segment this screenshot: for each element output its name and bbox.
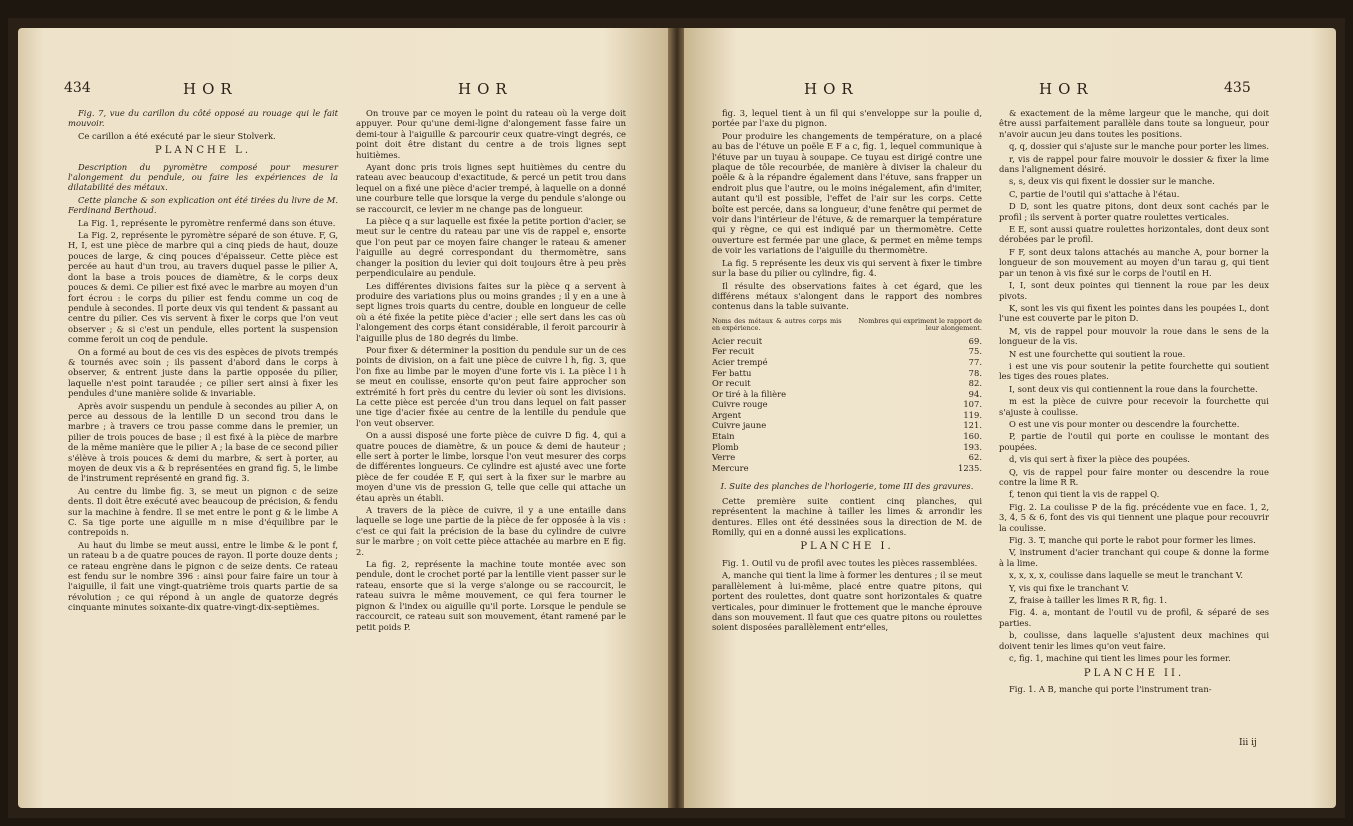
table-row xyxy=(712,442,982,453)
material-name: Mercure xyxy=(712,462,749,473)
paragraph: Pour fixer & déterminer la position du pendule sur un de ces points de division, on a fait une pièce de cuivre l h, fig. 3, que l'on fixe au limbe par le moyen d'une forte vis i. La pièce l i h se meut en coulisse, ensorte qu'on peut faire approcher son extrémité h fort près du centre du levier où sont les divisions. La cette pièce est percée d'un trou dans lequel on fait passer une tige d'acier fixée au centre de la lentille du pendule que l'on veut observer. xyxy=(356,344,626,428)
table-row xyxy=(712,431,982,442)
table-header-left: Noms des métaux & autres corps mis en expérience. xyxy=(712,316,842,332)
paragraph: PLANCHE L. xyxy=(154,145,251,157)
running-header-left-1: HOR xyxy=(183,80,238,98)
paragraph: Fig. 2. La coulisse P de la fig. précédente vue en face. 1, 2, 3, 4, 5 & 6, font des vis qui tiennent une plaque pour recouvrir la coulisse. xyxy=(999,501,1269,533)
expansion-value: 62. xyxy=(968,452,982,463)
paragraph: PLANCHE II. xyxy=(1083,667,1185,679)
paragraph: Ayant donc pris trois lignes sept huitièmes du centre du rateau avec beaucoup d'exactitude, & percé un petit trou dans lequel on a fixé une pièce d'acier trempé, à laquelle on a donné une courbure telle que lorsque la verge du pendule s'alonge ou se raccourcit, ce levier m ne change pas de longueur. xyxy=(356,162,626,214)
running-header-left-2: HOR xyxy=(458,80,513,98)
expansion-value: 69. xyxy=(968,335,982,346)
table-row xyxy=(712,420,982,431)
paragraph: A, manche qui tient la lime à former les dentures ; il se meut parallèlement à lui-même, placé entre quatre pitons, qui portent des roulettes, dont quatre sont horizontales & quatre verticales, pour diminuer le frottement que le manche éprouve dans son mouvement. Il faut que ces quatre pitons ou roulettes soient disposées parallèlement entr'elles, xyxy=(712,570,982,633)
paragraph: On a aussi disposé une forte pièce de cuivre D fig. 4, qui a quatre pouces de diamètre, & un pouce & demi de hauteur ; elle sert à porter le limbe, lorsque l'on veut mesurer des corps de différentes longueurs. Ce cylindre est ajusté avec une forte pièce de fer coudée E F, qui sert à la fixer sur le marbre au moyen d'une vis de pression G, telle que celle qui attache un étau après un établi. xyxy=(356,430,626,503)
paragraph: Cette planche & son explication ont été tirées du livre de M. Ferdinand Berthoud. xyxy=(68,194,338,216)
paragraph: i est une vis pour soutenir la petite fourchette qui soutient les tiges des roues plates. xyxy=(999,360,1269,382)
paragraph: d, vis qui sert à fixer la pièce des poupées. xyxy=(1009,454,1190,465)
left-column-2 xyxy=(356,108,626,634)
paragraph: Y, vis qui fixe le tranchant V. xyxy=(1009,582,1129,593)
paragraph: O est une vis pour monter ou descendre la fourchette. xyxy=(1009,418,1240,429)
paragraph: K, sont les vis qui fixent les pointes dans les poupées L, dont l'une est couverte par le piton D. xyxy=(999,302,1269,324)
paragraph: N est une fourchette qui soutient la roue. xyxy=(1009,348,1186,359)
material-name: Fer battu xyxy=(712,367,752,378)
paragraph: PLANCHE I. xyxy=(800,541,894,553)
paragraph: C, partie de l'outil qui s'attache à l'étau. xyxy=(1009,188,1180,199)
paragraph: V, instrument d'acier tranchant qui coupe & donne la forme à la lime. xyxy=(999,547,1269,568)
material-name: Cuivre jaune xyxy=(712,420,767,431)
paragraph: Fig. 1. A B, manche qui porte l'instrument tran- xyxy=(1009,683,1212,694)
paragraph: La fig. 5 représente les deux vis qui servent à fixer le timbre sur la base du pilier ou cylindre, fig. 4. xyxy=(712,257,982,279)
paragraph: x, x, x, x, coulisse dans laquelle se meut le tranchant V. xyxy=(1009,570,1243,581)
paragraph: I. Suite des planches de l'horlogerie, tome III des gravures. xyxy=(720,481,974,492)
paragraph: I, I, sont deux pointes qui tiennent la roue par les deux pivots. xyxy=(999,280,1269,301)
material-name: Or recuit xyxy=(712,378,751,389)
right-column-2 xyxy=(999,108,1269,696)
expansion-value: 1235. xyxy=(958,462,982,473)
expansion-value: 78. xyxy=(968,367,982,378)
expansion-value: 121. xyxy=(963,420,982,431)
paragraph: Fig. 3. T, manche qui porte le rabot pour former les limes. xyxy=(1009,535,1256,546)
page-number-right: 435 xyxy=(1224,80,1251,96)
table-row xyxy=(712,389,982,400)
paragraph: Q, vis de rappel pour faire monter ou descendre la roue contre la lime R R. xyxy=(999,466,1269,487)
right-page xyxy=(684,28,1336,808)
material-name: Fer recuit xyxy=(712,346,755,357)
left-page xyxy=(18,28,670,808)
paragraph: P, partie de l'outil qui porte en coulisse le montant des poupées. xyxy=(999,431,1269,452)
material-name: Plomb xyxy=(712,441,739,452)
expansion-value: 77. xyxy=(968,356,982,367)
expansion-value: 107. xyxy=(963,399,982,410)
material-name: Or tiré à la filière xyxy=(712,388,787,399)
expansion-table xyxy=(712,336,982,474)
paragraph: b, coulisse, dans laquelle s'ajustent deux machines qui doivent tenir les limes qu'on veut faire. xyxy=(999,630,1269,651)
paragraph: La Fig. 1, représente le pyromètre renfermé dans son étuve. xyxy=(78,217,336,228)
right-column-1 xyxy=(712,108,982,635)
paragraph: La pièce q a sur laquelle est fixée la petite portion d'acier, se meut sur le centre du rateau par une vis de rappel e, ensorte que l'on peut par ce moyen faire changer le rateau & amener l'aiguille au degré correspondant du thermomètre, sans changer la position du levier qui doit toujours être à peu près perpendiculaire au pendule. xyxy=(356,216,626,279)
paragraph: Fig. 1. Outil vu de profil avec toutes les pièces rassemblées. xyxy=(722,557,978,568)
paragraph: Après avoir suspendu un pendule à secondes au pilier A, on perce au dessous de la lentille D un second trou dans le marbre ; à travers ce trou passe comme dans le premier, un pilier de trois pouces de base ; il est fixé à la pièce de marbre de la même manière que le pilier A ; la base de ce second pilier s'élève à trois pouces & demi du marbre, & sert à porter, au moyen de deux vis a & b représentées en grand fig. 5, le limbe de l'instrument représenté en grand fig. 3. xyxy=(68,400,338,484)
expansion-value: 82. xyxy=(968,378,982,389)
paragraph: M, vis de rappel pour mouvoir la roue dans le sens de la longueur de la vis. xyxy=(999,325,1269,347)
paragraph: c, fig. 1, machine qui tient les limes pour les former. xyxy=(1009,653,1231,664)
paragraph: Au haut du limbe se meut aussi, entre le limbe & le pont f, un rateau b a de quatre pouces de rayon. Il porte douze dents ; ce rateau engrène dans le pignon c de seize dents. Ce rateau est fendu sur le nombre 396 : ainsi pour faire faire un tour à l'aiguille, il fait une vingt-quatrième trois quarts partie de sa révolution ; ce qui répond à un angle de quatorze degrés cinquante minutes soixante-dix quatre-vingt-dix-septièmes. xyxy=(68,539,338,613)
table-row xyxy=(712,346,982,357)
paragraph: On a formé au bout de ces vis des espèces de pivots trempés & tournés avec soin ; ils passent d'abord dans le corps à observer, & entrent juste dans la partie opposée du pilier, laquelle n'est point taraudée ; ce pilier sert ainsi à fixer les pendules d'une manière solide & invariable. xyxy=(68,346,338,399)
paragraph: On trouve par ce moyen le point du rateau où la verge doit appuyer. Pour qu'une demi-ligne d'alongement fasse faire un demi-tour à l'aiguille & parcourir ceux quatre-vingt degrés, ce point doit être distant du centre a de trois lignes sept huitièmes. xyxy=(356,108,626,160)
expansion-value: 119. xyxy=(963,409,982,420)
paragraph: F F, sont deux talons attachés au manche A, pour borner la longueur de son mouvement au moyen d'un tarau g, qui tient par un tenon à vis fixé sur le corps de l'outil en H. xyxy=(999,246,1269,278)
paragraph: Z, fraise à tailler les limes R R, fig. 1. xyxy=(1009,595,1168,606)
paragraph: Au centre du limbe fig. 3, se meut un pignon c de seize dents. Il doit être exécuté avec beaucoup de précision, & fendu sur la machine à fendre. Il se met entre le pont g & le limbe A C. Sa tige porte une aiguille m n mise d'équilibre par le contrepoids n. xyxy=(68,485,338,538)
table-header-right: Nombres qui expriment le rapport de leur alongement. xyxy=(858,316,982,332)
paragraph: Cette première suite contient cinq planches, qui représentent la machine à tailler les limes & arrondir les dentures. Elles ont été dessinées sous la direction de M. de Romilly, qui en a donné aussi les explications. xyxy=(712,495,982,538)
table-row xyxy=(712,463,982,474)
paragraph: A travers de la pièce de cuivre, il y a une entaille dans laquelle se loge une partie de la pièce de fer opposée à la vis : c'est ce qui fait la précision de la base du cylindre de cuivre sur le marbre ; on voit cette pièce attachée au marbre en E fig. 2. xyxy=(356,505,626,557)
table-row xyxy=(712,378,982,389)
material-name: Acier trempé xyxy=(712,356,768,367)
material-name: Acier recuit xyxy=(712,335,763,346)
table-row xyxy=(712,336,982,347)
expansion-value: 94. xyxy=(968,388,982,399)
expansion-value: 75. xyxy=(968,346,982,357)
left-column-1 xyxy=(68,108,338,615)
material-name: Verre xyxy=(712,452,736,463)
paragraph: s, s, deux vis qui fixent le dossier sur le manche. xyxy=(1009,176,1215,187)
paragraph: Ce carillon a été exécuté par le sieur Stolverk. xyxy=(78,130,276,141)
paragraph: La fig. 2, représente la machine toute montée avec son pendule, dont le crochet porté par la lentille vient passer sur le rateau, ensorte que si la verge s'alonge ou se raccourcit, le rateau suivra le même mouvement, ce qui fera tourner le pignon & l'index ou aiguille qu'il porte. Lorsque le pendule se raccourcit, ce rateau suit son mouvement, étant ramené par le petit poids P. xyxy=(356,559,626,632)
expansion-value: 160. xyxy=(963,431,982,442)
paragraph: La Fig. 2, représente le pyromètre séparé de son étuve. F, G, H, I, est une pièce de marbre qui a cinq pieds de haut, douze pouces de large, & cinq pouces d'épaisseur. Cette pièce est percée au haut d'un trou, au travers duquel passe le pilier A, dont la base a trois pouces de diamètre, & le corps deux pouces & demi. Ce pilier est fixé avec le marbre au moyen d'un fort écrou : le corps du pilier est fendu comme un coq de pendule à secondes. Il porte deux vis qui tendent & passant au centre du pilier. Ces vis servent à fixer le corps que l'on veut observer ; & si c'est un pendule, elles portent la suspension comme feroit un coq de pendule. xyxy=(68,230,338,345)
running-header-right-2: HOR xyxy=(1039,80,1094,98)
table-row xyxy=(712,410,982,421)
paragraph: Fig. 7, vue du carillon du côté opposé au rouage qui le fait mouvoir. xyxy=(68,108,338,129)
paragraph: D D, sont les quatre pitons, dont deux sont cachés par le profil ; ils servent à porter quatre roulettes verticales. xyxy=(999,201,1269,222)
running-header-right-1: HOR xyxy=(804,80,859,98)
paragraph: I, sont deux vis qui contiennent la roue dans la fourchette. xyxy=(1009,383,1258,394)
table-header xyxy=(712,318,982,332)
paragraph: fig. 3, lequel tient à un fil qui s'enveloppe sur la poulie d, portée par l'axe du pignon. xyxy=(712,108,982,129)
table-row xyxy=(712,357,982,368)
paragraph: m est la pièce de cuivre pour recevoir la fourchette qui s'ajuste à coulisse. xyxy=(999,396,1269,417)
expansion-value: 193. xyxy=(963,441,982,452)
signature-mark: Iii ij xyxy=(1239,738,1257,748)
paragraph: Pour produire les changements de température, on a placé au bas de l'étuve un poële E F a c, fig. 1, lequel communique à l'étuve par un tuyau à soupape. Ce tuyau est dirigé contre une plaque de tôle recourbée, de manière à diviser la chaleur du poële & à la répandre également dans l'étuve, sans frapper un endroit plus que l'autre, ou le moins inégalement, afin d'imiter, autant qu'il est possible, l'effet de l'air sur les corps. Cette boîte est percée, dans sa longueur, d'une fenêtre qui permet de voir dans l'intérieur de l'étuve, & de remarquer la température qui y règne, ce qui est indiqué par un thermomètre. Cette ouverture est fermée par une glace, & permet en même temps de voir les variations de l'aiguille du thermomètre. xyxy=(712,130,983,256)
material-name: Argent xyxy=(712,409,742,420)
paragraph: Description du pyromètre composé pour mesurer l'alongement du pendule, ou faire les expériences de la dilatabilité des métaux. xyxy=(68,161,338,193)
open-book xyxy=(8,18,1345,818)
table-row xyxy=(712,399,982,410)
paragraph: Fig. 4. a, montant de l'outil vu de profil, & séparé de ses parties. xyxy=(999,607,1269,628)
paragraph: Les différentes divisions faites sur la pièce q a servent à produire des variations plus ou moins grandes ; il y en a une à sept lignes trois quarts du centre, double en longueur de celle où a été fixée la petite pièce d'acier ; elle sert dans les cas où l'alongement des corps étant considérable, il feroit parcourir à l'aiguille plus de 180 degrés du limbe. xyxy=(356,280,626,343)
paragraph: & exactement de la même largeur que le manche, qui doit être aussi parfaitement parallèle dans toute sa longueur, pour n'avoir aucun jeu dans toutes les positions. xyxy=(999,108,1269,139)
paragraph: r, vis de rappel pour faire mouvoir le dossier & fixer la lime dans l'alignement désiré. xyxy=(999,153,1269,175)
material-name: Cuivre rouge xyxy=(712,399,768,410)
paragraph: q, q, dossier qui s'ajuste sur le manche pour porter les limes. xyxy=(1009,141,1269,152)
table-row xyxy=(712,368,982,379)
page-number-left: 434 xyxy=(64,80,91,96)
paragraph: f, tenon qui tient la vis de rappel Q. xyxy=(1009,489,1160,500)
paragraph: E E, sont aussi quatre roulettes horizontales, dont deux sont dérobées par le profil. xyxy=(999,224,1269,245)
paragraph: Il résulte des observations faites à cet égard, que les différens métaux s'alongent dans le rapport des nombres contenus dans la table suivante. xyxy=(712,280,982,312)
table-row xyxy=(712,452,982,463)
material-name: Etain xyxy=(712,431,735,442)
